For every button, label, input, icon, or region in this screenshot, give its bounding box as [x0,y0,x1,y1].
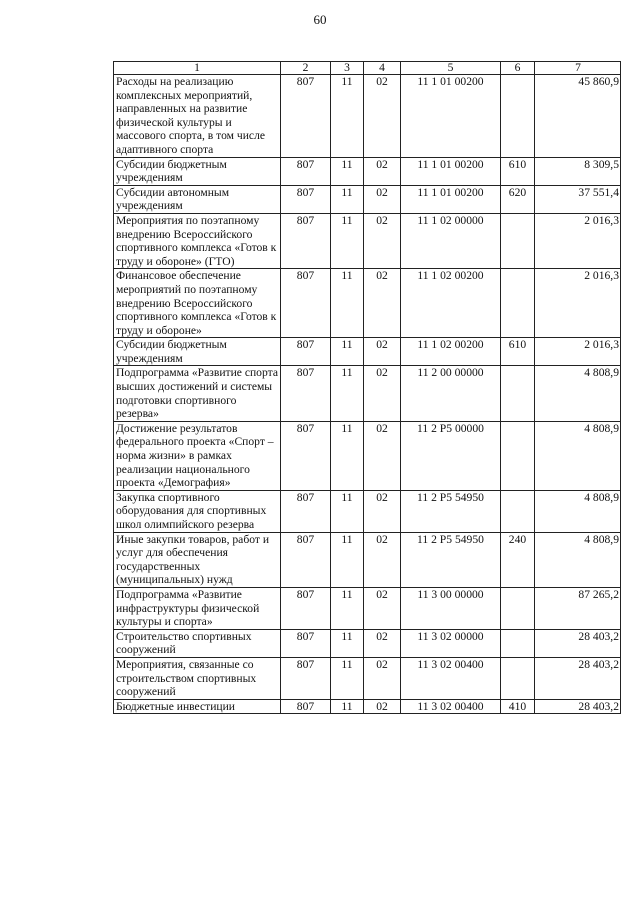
table-row [114,213,621,268]
row-expense-type [501,366,535,421]
row-target-article: 11 1 02 00200 [401,338,501,366]
row-section: 11 [331,366,364,421]
row-section: 11 [331,185,364,213]
table-row [114,366,621,421]
table-row [114,657,621,699]
row-ministry-code: 807 [281,157,331,185]
row-subsection: 02 [364,587,401,629]
row-amount: 87 265,2 [535,587,621,629]
row-subsection: 02 [364,75,401,158]
row-subsection: 02 [364,532,401,587]
row-ministry-code: 807 [281,657,331,699]
column-header: 1 [114,62,281,75]
row-ministry-code: 807 [281,75,331,158]
row-amount: 28 403,2 [535,699,621,714]
table-row [114,75,621,158]
row-name: Финансовое обеспечение мероприятий по поэтапному внедрению Всероссийского спортивного комплекса «Готов к труду и обороне» [114,269,281,338]
column-header: 2 [281,62,331,75]
row-name: Мероприятия, связанные со строительством спортивных сооружений [114,657,281,699]
row-amount: 4 808,9 [535,366,621,421]
table-row [114,185,621,213]
row-section: 11 [331,421,364,490]
row-ministry-code: 807 [281,213,331,268]
table-row [114,699,621,714]
row-name: Расходы на реализацию комплексных мероприятий, направленных на развитие физической культуры и массового спорта, в том числе адаптивного спорта [114,75,281,158]
row-subsection: 02 [364,421,401,490]
row-name: Иные закупки товаров, работ и услуг для обеспечения государственных (муниципальных) нужд [114,532,281,587]
row-target-article: 11 3 02 00400 [401,657,501,699]
row-amount: 4 808,9 [535,532,621,587]
row-subsection: 02 [364,699,401,714]
row-target-article: 11 1 02 00200 [401,269,501,338]
table-row [114,629,621,657]
row-section: 11 [331,490,364,532]
row-name: Подпрограмма «Развитие инфраструктуры физической культуры и спорта» [114,587,281,629]
row-expense-type: 620 [501,185,535,213]
row-expense-type: 240 [501,532,535,587]
row-amount: 4 808,9 [535,490,621,532]
row-amount: 37 551,4 [535,185,621,213]
row-target-article: 11 3 02 00000 [401,629,501,657]
row-target-article: 11 2 P5 54950 [401,532,501,587]
row-target-article: 11 3 02 00400 [401,699,501,714]
row-target-article: 11 1 01 00200 [401,75,501,158]
row-section: 11 [331,157,364,185]
table-row [114,269,621,338]
row-ministry-code: 807 [281,366,331,421]
row-name: Подпрограмма «Развитие спорта высших достижений и системы подготовки спортивного резерва» [114,366,281,421]
row-subsection: 02 [364,629,401,657]
row-target-article: 11 2 P5 00000 [401,421,501,490]
row-expense-type: 610 [501,338,535,366]
row-target-article: 11 1 01 00200 [401,185,501,213]
row-ministry-code: 807 [281,490,331,532]
column-header: 4 [364,62,401,75]
row-expense-type [501,657,535,699]
row-expense-type [501,490,535,532]
row-name: Бюджетные инвестиции [114,699,281,714]
row-amount: 2 016,3 [535,338,621,366]
table-row [114,338,621,366]
column-header: 5 [401,62,501,75]
row-section: 11 [331,699,364,714]
row-ministry-code: 807 [281,532,331,587]
row-ministry-code: 807 [281,587,331,629]
table-row [114,532,621,587]
row-target-article: 11 3 00 00000 [401,587,501,629]
row-name: Строительство спортивных сооружений [114,629,281,657]
row-expense-type [501,629,535,657]
row-amount: 45 860,9 [535,75,621,158]
row-amount: 8 309,5 [535,157,621,185]
row-ministry-code: 807 [281,185,331,213]
row-section: 11 [331,587,364,629]
row-ministry-code: 807 [281,421,331,490]
row-target-article: 11 2 P5 54950 [401,490,501,532]
row-name: Достижение результатов федерального проекта «Спорт – норма жизни» в рамках реализации национального проекта «Демография» [114,421,281,490]
row-expense-type [501,421,535,490]
column-header: 7 [535,62,621,75]
row-target-article: 11 2 00 00000 [401,366,501,421]
table-header-row [114,62,621,75]
row-subsection: 02 [364,185,401,213]
row-section: 11 [331,269,364,338]
row-section: 11 [331,213,364,268]
row-target-article: 11 1 01 00200 [401,157,501,185]
row-ministry-code: 807 [281,338,331,366]
table-row [114,421,621,490]
row-amount: 28 403,2 [535,657,621,699]
row-name: Мероприятия по поэтапному внедрению Всероссийского спортивного комплекса «Готов к труду и обороне» (ГТО) [114,213,281,268]
row-name: Субсидии бюджетным учреждениям [114,338,281,366]
row-expense-type [501,269,535,338]
row-amount: 28 403,2 [535,629,621,657]
row-section: 11 [331,629,364,657]
row-name: Закупка спортивного оборудования для спортивных школ олимпийского резерва [114,490,281,532]
row-amount: 2 016,3 [535,213,621,268]
row-expense-type [501,75,535,158]
table-row [114,490,621,532]
row-expense-type: 610 [501,157,535,185]
row-name: Субсидии автономным учреждениям [114,185,281,213]
row-expense-type: 410 [501,699,535,714]
row-expense-type [501,213,535,268]
column-header: 6 [501,62,535,75]
row-ministry-code: 807 [281,269,331,338]
row-subsection: 02 [364,157,401,185]
row-expense-type [501,587,535,629]
row-amount: 2 016,3 [535,269,621,338]
row-subsection: 02 [364,213,401,268]
row-subsection: 02 [364,338,401,366]
column-header: 3 [331,62,364,75]
budget-table [113,61,621,714]
page-number: 60 [313,12,327,27]
row-name: Субсидии бюджетным учреждениям [114,157,281,185]
table-row [114,587,621,629]
row-subsection: 02 [364,269,401,338]
row-section: 11 [331,75,364,158]
row-subsection: 02 [364,657,401,699]
table-row [114,157,621,185]
row-ministry-code: 807 [281,699,331,714]
row-subsection: 02 [364,366,401,421]
row-section: 11 [331,338,364,366]
row-section: 11 [331,657,364,699]
row-amount: 4 808,9 [535,421,621,490]
row-target-article: 11 1 02 00000 [401,213,501,268]
row-section: 11 [331,532,364,587]
row-subsection: 02 [364,490,401,532]
row-ministry-code: 807 [281,629,331,657]
